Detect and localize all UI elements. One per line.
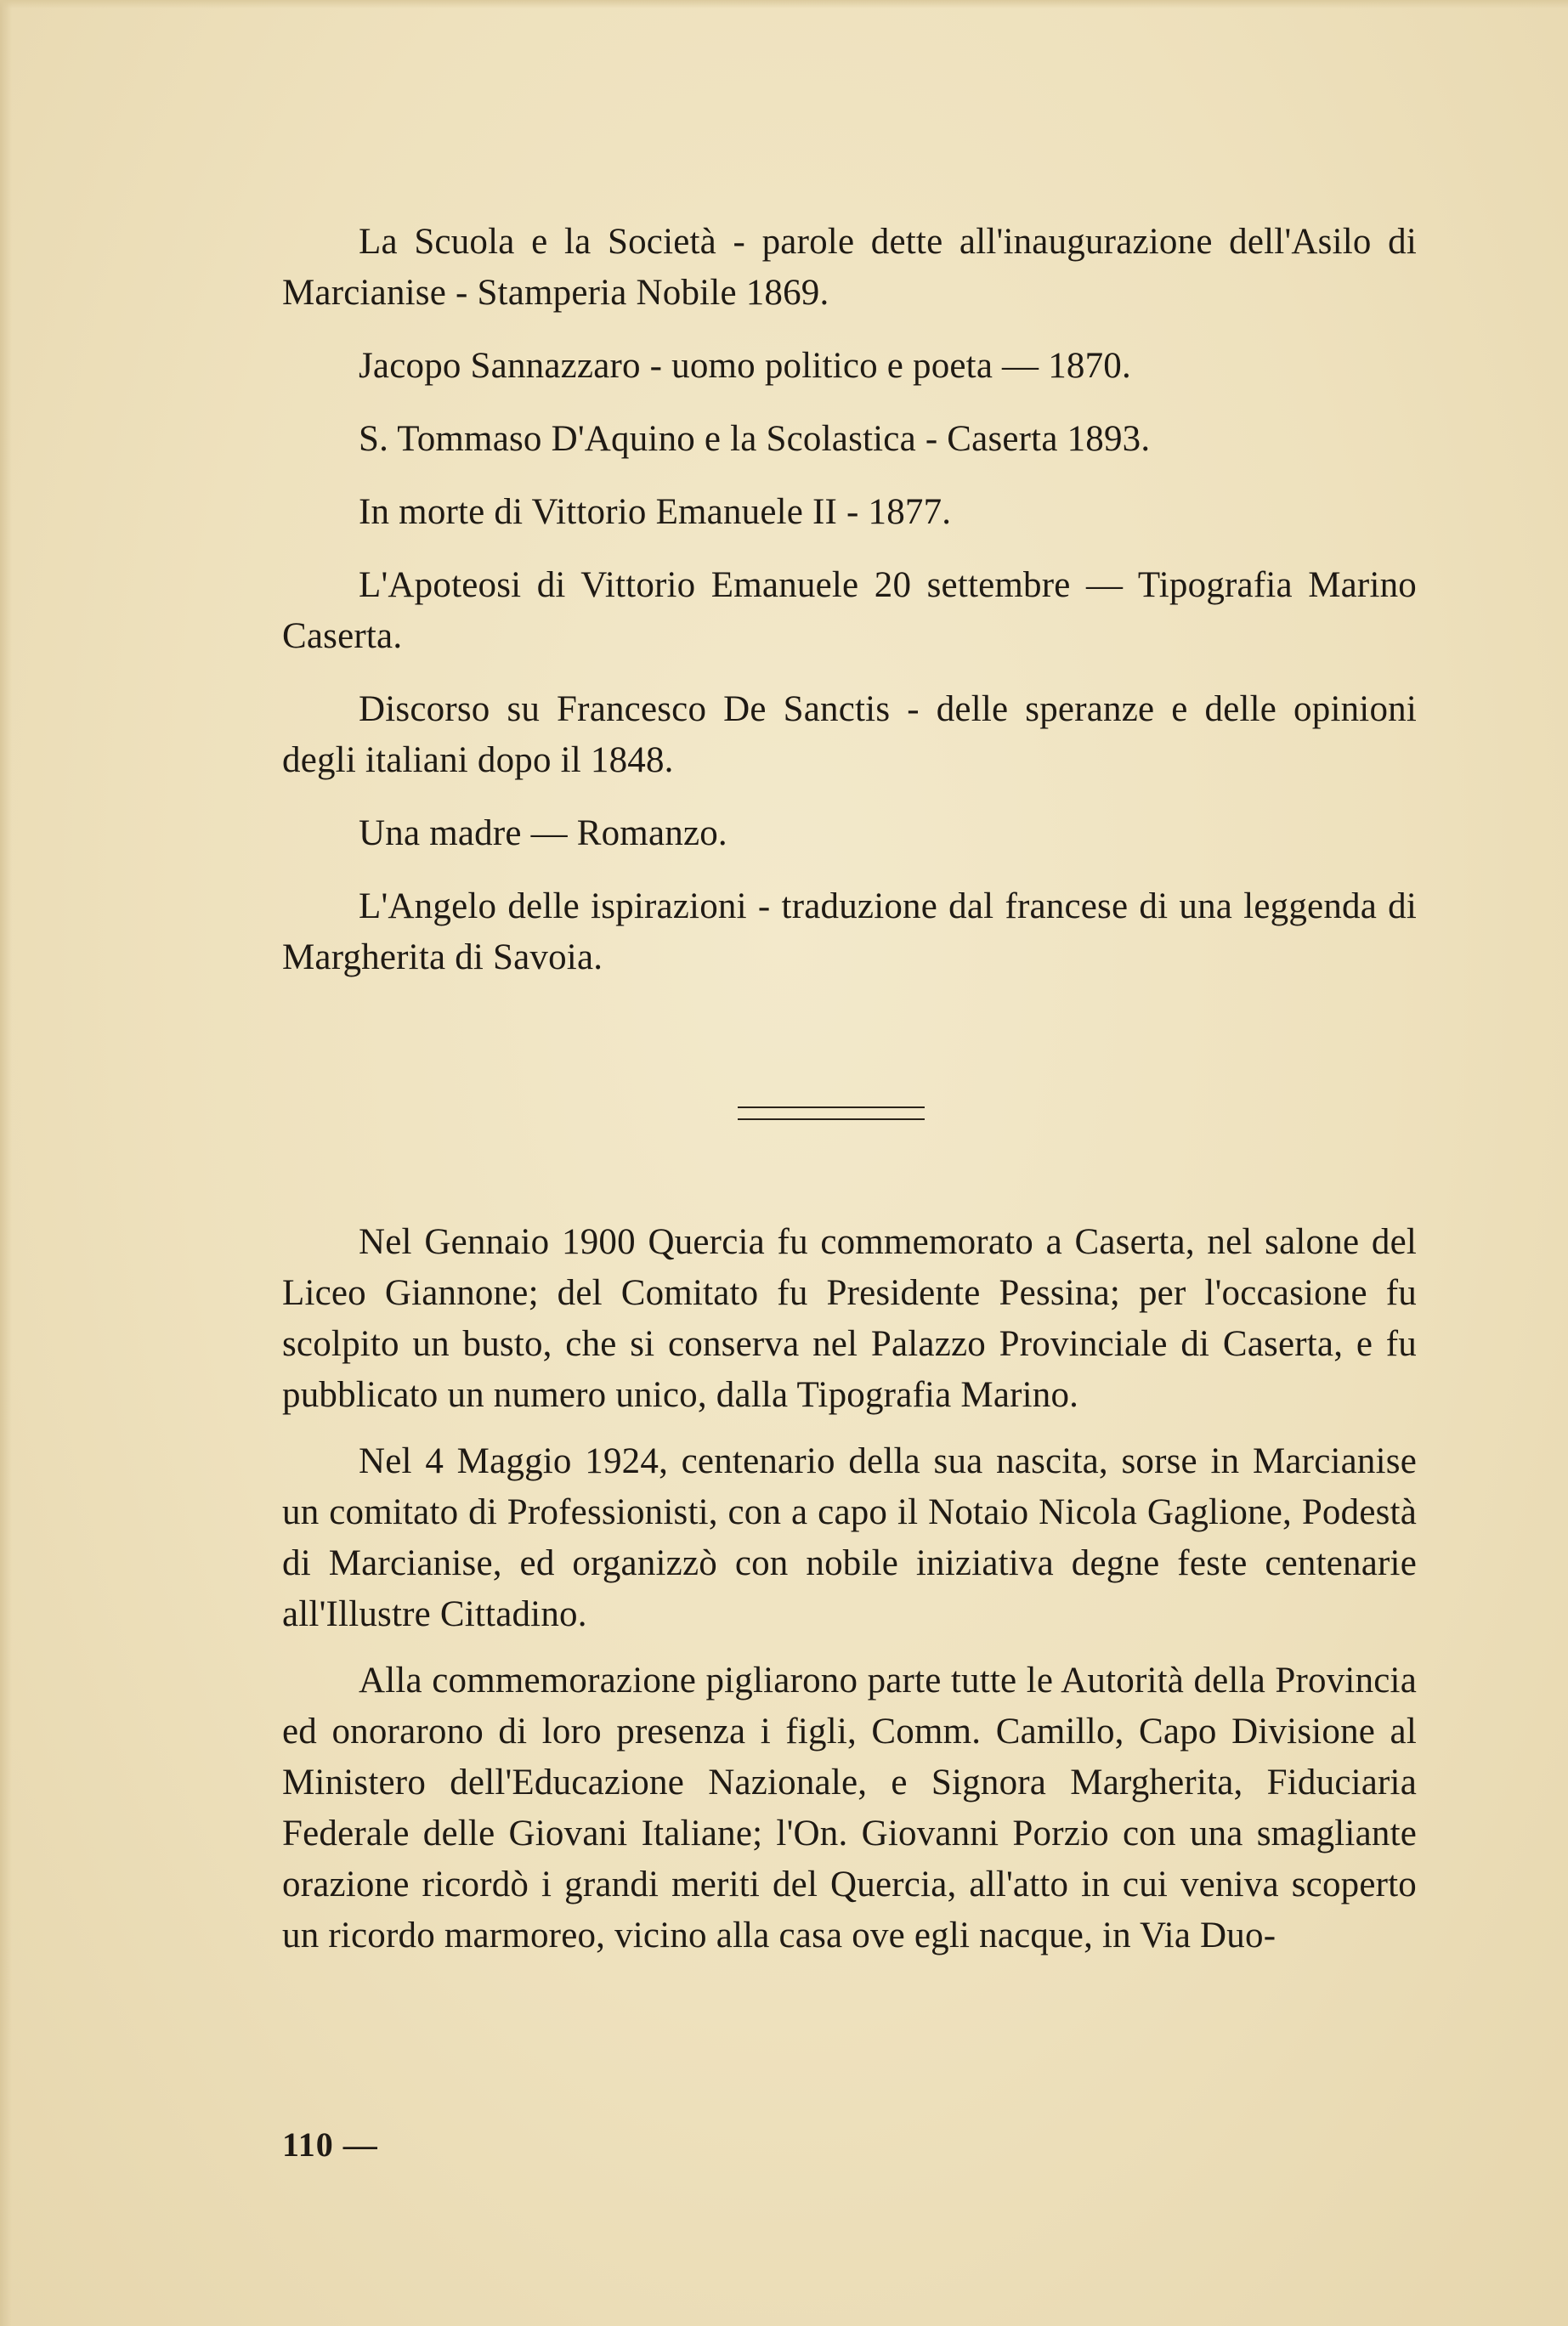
body-text [282,1217,1417,1977]
paragraph: Alla commemorazione pigliarono parte tutte le Autorità della Provincia ed onorarono di loro presenza i figli, Comm. Camillo, Capo Divisione al Ministero dell'Educazione Nazionale, e Signora Margherita, Fiduciaria Federale delle Giovani Italiane; l'On. Giovanni Porzio con una smagliante orazione ricordò i grandi meriti del Quercia, all'atto in cui veniva scoperto un ricordo marmoreo, vicino alla casa ove egli nacque, in Via Duo- [282,1661,1417,1955]
list-item: L'Apoteosi di Vittorio Emanuele 20 settembre — Tipografia Marino Caserta. [282,565,1417,656]
list-item: La Scuola e la Società - parole dette all'inaugurazione dell'Asilo di Marcianise - Stamperia Nobile 1869. [282,222,1417,313]
list-item: Una madre — Romanzo. [359,813,727,853]
page-number: 110 — [282,2125,378,2164]
paragraph: Nel 4 Maggio 1924, centenario della sua nascita, sorse in Marcianise un comitato di Professionisti, con a capo il Notaio Nicola Gaglione, Podestà di Marcianise, ed organizzò con nobile iniziativa degne feste centenarie all'Illustre Cittadino. [282,1441,1417,1634]
list-item: In morte di Vittorio Emanuele II - 1877. [359,492,952,532]
section-divider-line [738,1106,925,1108]
list-item: L'Angelo delle ispirazioni - traduzione dal francese di una leggenda di Margherita di Savoia. [282,886,1417,977]
list-item: S. Tommaso D'Aquino e la Scolastica - Caserta 1893. [359,419,1151,459]
page-edge-shadow-left [0,0,12,2326]
paragraph: Nel Gennaio 1900 Quercia fu commemorato a Caserta, nel salone del Liceo Giannone; del Comitato fu Presidente Pessina; per l'occasione fu scolpito un busto, che si conserva nel Palazzo Provinciale di Caserta, e fu pubblicato un numero unico, dalla Tipografia Marino. [282,1222,1417,1415]
page-edge-shadow-top [0,0,1568,8]
list-item: Jacopo Sannazzaro - uomo politico e poeta — 1870. [359,346,1131,386]
section-divider-line [738,1118,925,1120]
list-item: Discorso su Francesco De Sanctis - delle speranze e delle opinioni degli italiani dopo il 1848. [282,689,1417,780]
publications-list [282,217,1417,1005]
